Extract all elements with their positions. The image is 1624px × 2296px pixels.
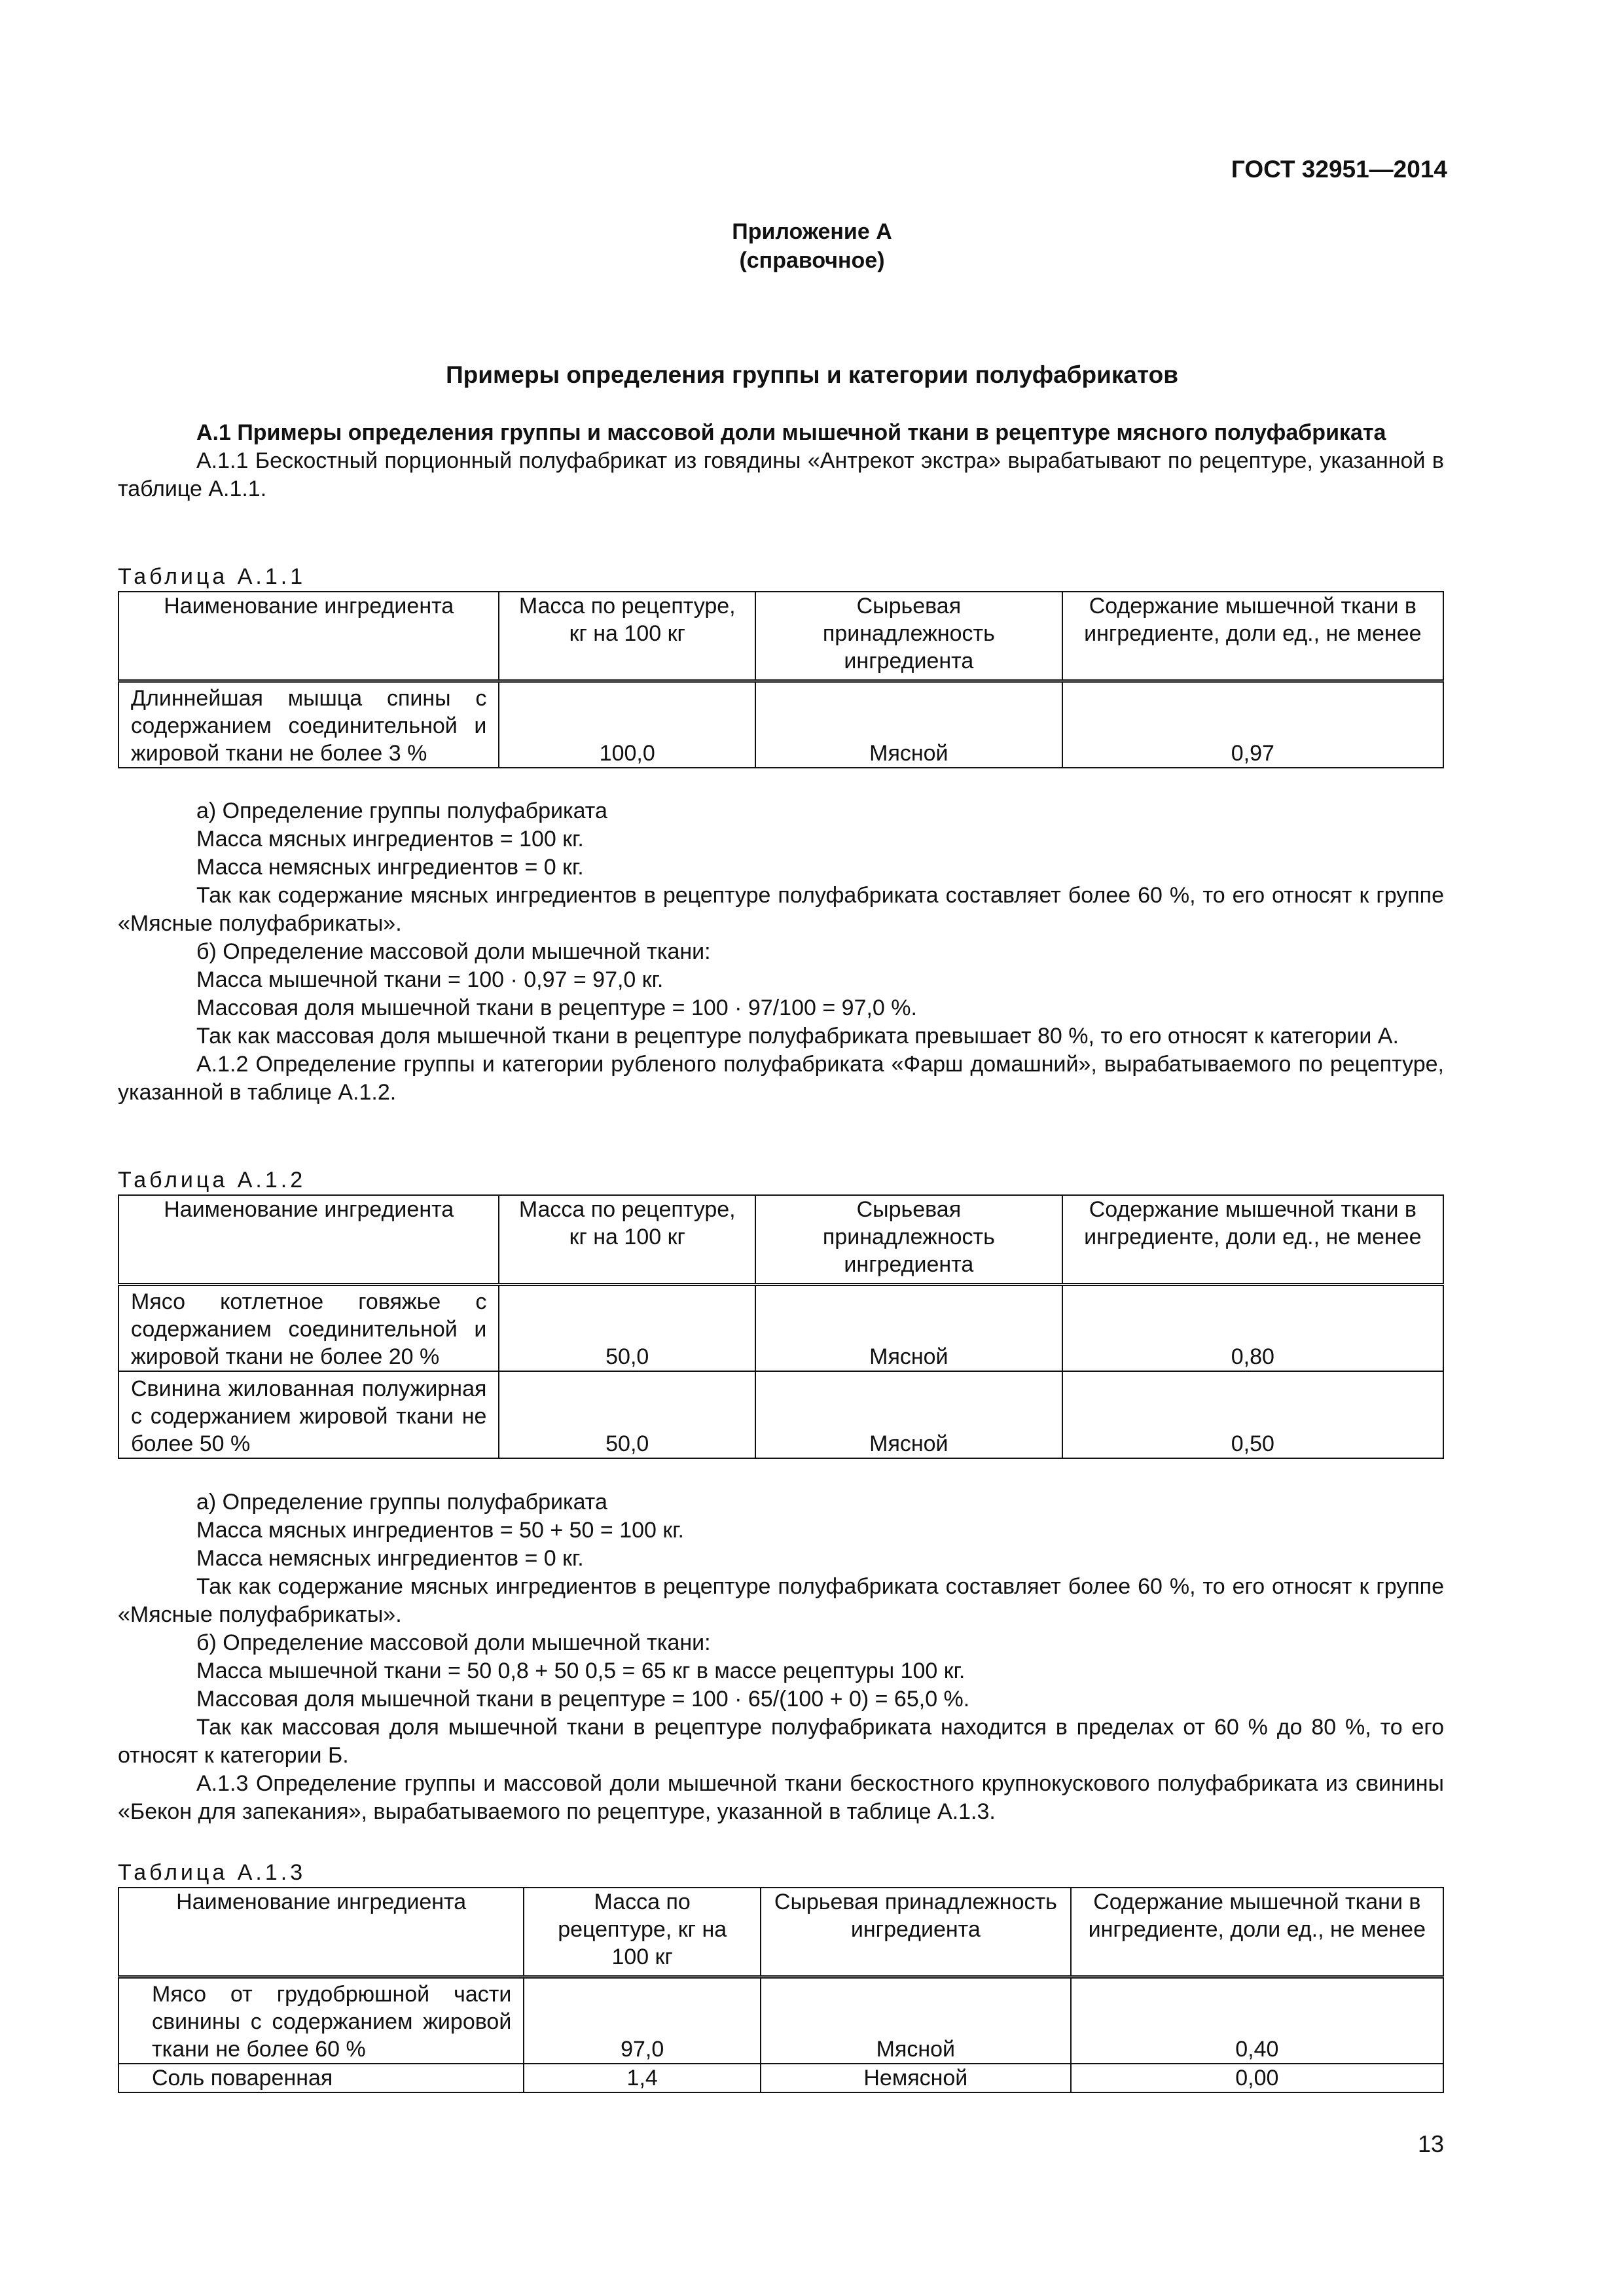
- page-number: 13: [1417, 2130, 1444, 2157]
- cell-content: 0,80: [1062, 1284, 1443, 1371]
- paragraph: А.1.3 Определение группы и массовой доли мышечной ткани бескостного крупнокускового полуфабриката из свинины «Бекон для запекания», вырабатываемого по рецептуре, указанной в таблице А.1.3.: [118, 1771, 1444, 1824]
- cell-content: 0,97: [1062, 681, 1443, 768]
- cell-ingredient: Мясо котлетное говяжье с содержанием соединительной и жировой ткани не более 20 %: [118, 1284, 499, 1371]
- paragraph: а) Определение группы полуфабриката: [196, 798, 607, 823]
- column-header-name: Наименование ингредиента: [118, 1888, 524, 1977]
- appendix-type: (справочное): [739, 248, 885, 273]
- paragraph: Масса мышечной ткани = 50 0,8 + 50 0,5 = 65 кг в массе рецептуры 100 кг.: [196, 1659, 965, 1683]
- table-a1-3: [118, 1887, 1444, 2093]
- paragraph: б) Определение массовой доли мышечной ткани:: [196, 939, 711, 964]
- column-header-type: Сырьевая принадлежность ингредиента: [755, 592, 1062, 681]
- paragraph: а) Определение группы полуфабриката: [196, 1490, 607, 1515]
- table-a1-2: [118, 1194, 1444, 1459]
- column-header-content: Содержание мышечной ткани в ингредиенте, доли ед., не менее: [1071, 1888, 1443, 1977]
- document-id: ГОСТ 32951—2014: [1231, 156, 1447, 183]
- column-header-name: Наименование ингредиента: [118, 592, 499, 681]
- table-header-row: [118, 1195, 1443, 1284]
- cell-mass: 97,0: [524, 1977, 761, 2064]
- cell-type: Мясной: [755, 1371, 1062, 1458]
- cell-ingredient: Соль поваренная: [118, 2064, 524, 2092]
- column-header-name: Наименование ингредиента: [118, 1195, 499, 1284]
- paragraph: Так как массовая доля мышечной ткани в рецептуре полуфабриката находится в пределах от 60 % до 80 %, то его относят к категории Б.: [118, 1715, 1444, 1768]
- section-heading: А.1 Примеры определения группы и массовой доли мышечной ткани в рецептуре мясного полуфабриката: [196, 420, 1386, 445]
- table-row: [118, 1371, 1443, 1458]
- cell-type: Немясной: [761, 2064, 1071, 2092]
- cell-ingredient: Мясо от грудобрюшной части свинины с содержанием жировой ткани не более 60 %: [118, 1977, 524, 2064]
- paragraph: А.1.1 Бескостный порционный полуфабрикат из говядины «Антрекот экстра» вырабатывают по рецептуре, указанной в таблице А.1.1.: [118, 448, 1444, 501]
- cell-mass: 1,4: [524, 2064, 761, 2092]
- paragraph: Так как содержание мясных ингредиентов в рецептуре полуфабриката составляет более 60 %, то его относят к группе «Мясные полуфабрикаты».: [118, 1574, 1444, 1627]
- table-caption: Таблица А.1.2: [118, 1168, 306, 1193]
- paragraph: б) Определение массовой доли мышечной ткани:: [196, 1630, 711, 1655]
- column-header-content: Содержание мышечной ткани в ингредиенте, доли ед., не менее: [1062, 592, 1443, 681]
- table-row: [118, 681, 1443, 768]
- cell-ingredient: Свинина жилованная полужирная с содержанием жировой ткани не более 50 %: [118, 1371, 499, 1458]
- page-title: Примеры определения группы и категории полуфабрикатов: [446, 361, 1178, 388]
- calculation-block-1: [118, 797, 1444, 1107]
- column-header-mass: Масса по рецептуре, кг на 100 кг: [499, 1195, 755, 1284]
- column-header-type: Сырьевая принадлежность ингредиента: [755, 1195, 1062, 1284]
- table-row: [118, 1977, 1443, 2064]
- cell-type: Мясной: [755, 1284, 1062, 1371]
- cell-mass: 50,0: [499, 1371, 755, 1458]
- paragraph: А.1.2 Определение группы и категории рубленого полуфабриката «Фарш домашний», вырабатываемого по рецептуре, указанной в таблице А.1.2.: [118, 1052, 1444, 1105]
- cell-type: Мясной: [761, 1977, 1071, 2064]
- paragraph: Массовая доля мышечной ткани в рецептуре = 100 · 65/(100 + 0) = 65,0 %.: [196, 1687, 970, 1712]
- table-header-row: [118, 592, 1443, 681]
- column-header-mass: Масса по рецептуре, кг на 100 кг: [499, 592, 755, 681]
- table-caption: Таблица А.1.3: [118, 1860, 306, 1885]
- table-a1-1: [118, 591, 1444, 768]
- table-caption: Таблица А.1.1: [118, 564, 306, 589]
- paragraph: Массовая доля мышечной ткани в рецептуре = 100 · 97/100 = 97,0 %.: [196, 996, 917, 1020]
- column-header-mass: Масса по рецептуре, кг на 100 кг: [524, 1888, 761, 1977]
- calculation-block-2: [118, 1488, 1444, 1826]
- cell-type: Мясной: [755, 681, 1062, 768]
- paragraph: Масса мышечной ткани = 100 · 0,97 = 97,0 кг.: [196, 967, 664, 992]
- cell-mass: 100,0: [499, 681, 755, 768]
- paragraph: Масса немясных ингредиентов = 0 кг.: [196, 1546, 584, 1571]
- paragraph: Так как массовая доля мышечной ткани в рецептуре полуфабриката превышает 80 %, то его относят к категории А.: [196, 1024, 1399, 1049]
- table-header-row: [118, 1888, 1443, 1977]
- table-row: [118, 1284, 1443, 1371]
- column-header-content: Содержание мышечной ткани в ингредиенте, доли ед., не менее: [1062, 1195, 1443, 1284]
- section-a1-intro: [118, 419, 1444, 503]
- paragraph: Так как содержание мясных ингредиентов в рецептуре полуфабриката составляет более 60 %, то его относят к группе «Мясные полуфабрикаты».: [118, 883, 1444, 936]
- cell-content: 0,50: [1062, 1371, 1443, 1458]
- column-header-type: Сырьевая принадлежность ингредиента: [761, 1888, 1071, 1977]
- appendix-label: Приложение А: [732, 219, 892, 244]
- paragraph: Масса мясных ингредиентов = 50 + 50 = 100 кг.: [196, 1518, 684, 1543]
- paragraph: Масса немясных ингредиентов = 0 кг.: [196, 855, 584, 880]
- paragraph: Масса мясных ингредиентов = 100 кг.: [196, 827, 584, 852]
- table-row: [118, 2064, 1443, 2092]
- cell-content: 0,00: [1071, 2064, 1443, 2092]
- cell-content: 0,40: [1071, 1977, 1443, 2064]
- cell-ingredient: Длиннейшая мышца спины с содержанием соединительной и жировой ткани не более 3 %: [118, 681, 499, 768]
- cell-mass: 50,0: [499, 1284, 755, 1371]
